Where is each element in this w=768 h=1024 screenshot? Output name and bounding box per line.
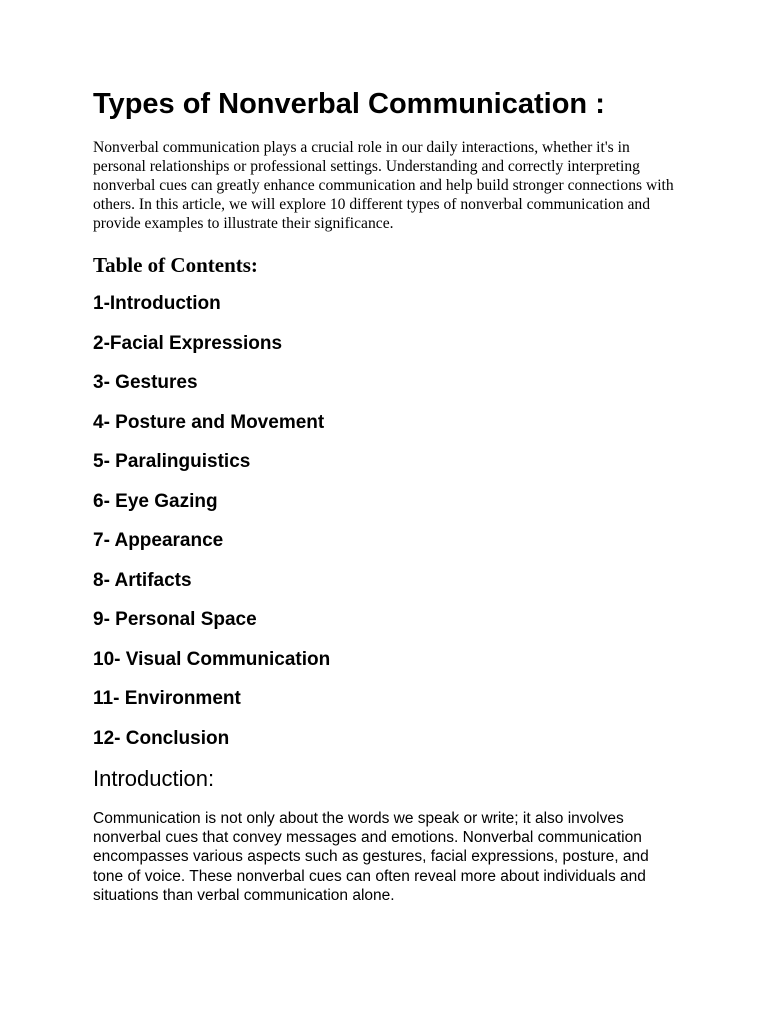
document-title: Types of Nonverbal Communication : (93, 88, 605, 120)
toc-item: 10- Visual Communication (93, 648, 331, 670)
toc-item: 2-Facial Expressions (93, 332, 283, 354)
table-of-contents (93, 291, 330, 766)
toc-item: 8- Artifacts (93, 569, 192, 591)
toc-item: 6- Eye Gazing (93, 490, 218, 512)
toc-item: 9- Personal Space (93, 609, 257, 631)
toc-heading: Table of Contents: (93, 253, 258, 277)
introduction-paragraph: Communication is not only about the words we speak or write; it also involves nonverbal cues that convey messages and emotions. Nonverbal communication encompasses various aspects such as gestures, facial expressions, posture, and tone of voice. These nonverbal cues can often reveal more about individuals and situations than verbal communication alone. (93, 810, 649, 904)
toc-item: 3- Gestures (93, 372, 198, 394)
intro-paragraph: Nonverbal communication plays a crucial role in our daily interactions, whether it's in personal relationships or professional settings. Understanding and correctly interpreting nonverbal cues can greatly enhance communication and help build stronger connections with others. In this article, we will explore 10 different types of nonverbal communication and provide examples to illustrate their significance. (93, 139, 674, 232)
section-heading-introduction: Introduction: (93, 766, 215, 791)
toc-item: 1-Introduction (93, 293, 221, 314)
toc-item: 12- Conclusion (93, 728, 230, 750)
toc-item: 4- Posture and Movement (93, 411, 325, 433)
toc-item: 5- Paralinguistics (93, 451, 251, 473)
toc-item: 11- Environment (93, 688, 241, 710)
toc-item: 7- Appearance (93, 530, 224, 552)
